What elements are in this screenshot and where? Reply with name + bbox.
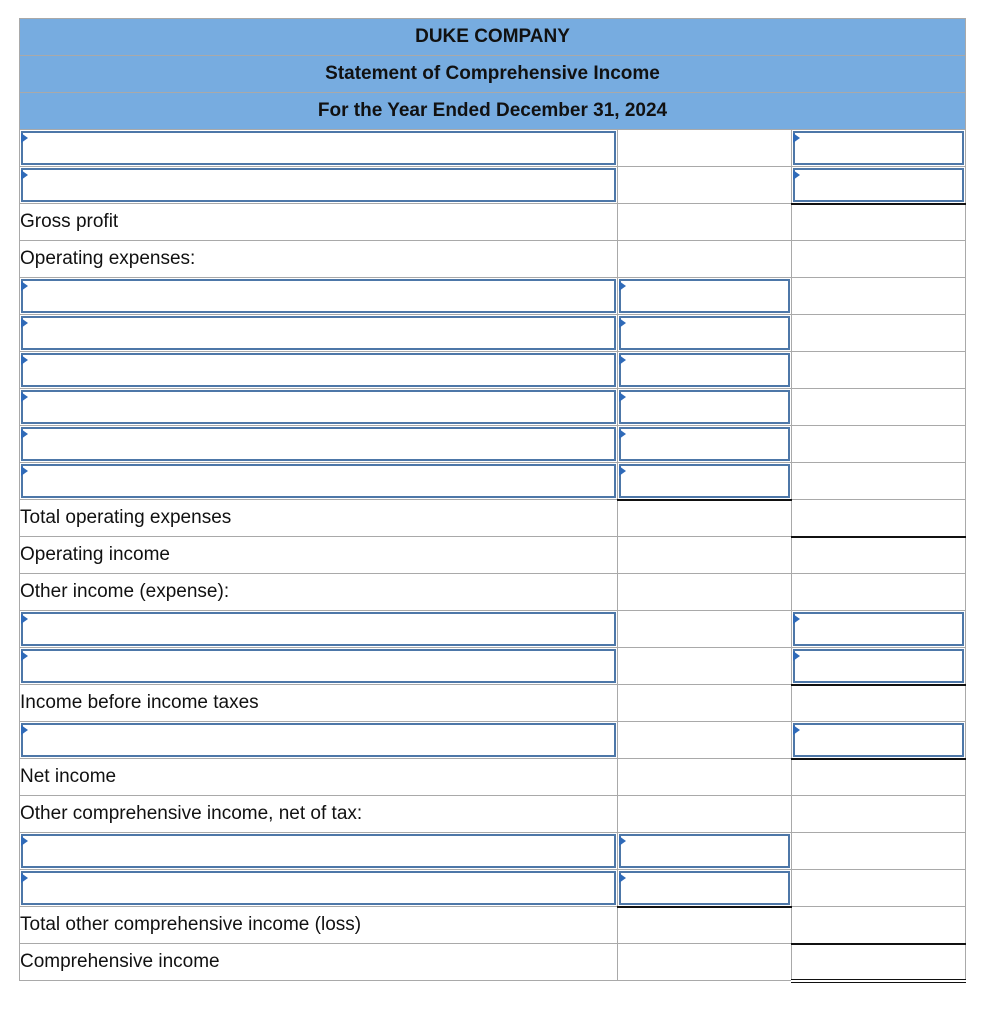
line-item-select[interactable] <box>21 834 616 868</box>
table-row <box>20 537 966 574</box>
empty-cell <box>792 278 966 315</box>
line-item-cell <box>20 278 618 315</box>
table-row <box>20 426 966 463</box>
amount-input[interactable] <box>793 649 964 683</box>
header-row-statement <box>20 56 966 93</box>
line-item-cell <box>20 833 618 870</box>
line-item-cell <box>20 130 618 167</box>
table-row <box>20 870 966 907</box>
line-item-select[interactable] <box>21 279 616 313</box>
empty-cell <box>618 685 792 722</box>
amount-cell <box>792 130 966 167</box>
header-row-period <box>20 93 966 130</box>
table-row <box>20 352 966 389</box>
table-row <box>20 574 966 611</box>
amount-input[interactable] <box>619 464 790 498</box>
operating-income-amount-cell <box>792 537 966 574</box>
amount-input[interactable] <box>793 131 964 165</box>
empty-cell <box>792 352 966 389</box>
comprehensive-income-label: Comprehensive income <box>20 944 618 981</box>
line-item-cell <box>20 167 618 204</box>
table-row <box>20 685 966 722</box>
comprehensive-income-amount-cell <box>792 944 966 981</box>
table-row <box>20 722 966 759</box>
net-income-label: Net income <box>20 759 618 796</box>
table-row <box>20 833 966 870</box>
table-row <box>20 463 966 500</box>
table-row <box>20 907 966 944</box>
operating-expenses-label: Operating expenses: <box>20 241 618 278</box>
amount-cell <box>792 648 966 685</box>
line-item-select[interactable] <box>21 612 616 646</box>
line-item-select[interactable] <box>21 871 616 905</box>
total-oci-amount-cell <box>792 907 966 944</box>
amount-input[interactable] <box>619 871 790 905</box>
line-item-select[interactable] <box>21 131 616 165</box>
operating-income-label: Operating income <box>20 537 618 574</box>
amount-cell <box>792 722 966 759</box>
table-row <box>20 944 966 981</box>
amount-cell <box>792 167 966 204</box>
amount-input[interactable] <box>619 353 790 387</box>
line-item-cell <box>20 722 618 759</box>
amount-input[interactable] <box>619 390 790 424</box>
empty-cell <box>618 241 792 278</box>
table-row <box>20 204 966 241</box>
empty-cell <box>618 500 792 537</box>
amount-cell <box>618 278 792 315</box>
empty-cell <box>792 315 966 352</box>
net-income-amount-cell <box>792 759 966 796</box>
amount-cell <box>618 870 792 907</box>
empty-cell <box>792 833 966 870</box>
line-item-cell <box>20 648 618 685</box>
empty-cell <box>618 648 792 685</box>
table-row <box>20 130 966 167</box>
total-operating-expenses-label: Total operating expenses <box>20 500 618 537</box>
amount-cell <box>618 352 792 389</box>
empty-cell <box>792 463 966 500</box>
table-row <box>20 389 966 426</box>
table-row <box>20 500 966 537</box>
line-item-select[interactable] <box>21 353 616 387</box>
income-before-taxes-label: Income before income taxes <box>20 685 618 722</box>
line-item-cell <box>20 463 618 500</box>
line-item-select[interactable] <box>21 168 616 202</box>
oci-net-of-tax-label: Other comprehensive income, net of tax: <box>20 796 618 833</box>
empty-cell <box>618 204 792 241</box>
table-row <box>20 759 966 796</box>
empty-cell <box>618 907 792 944</box>
amount-input[interactable] <box>793 612 964 646</box>
empty-cell <box>792 426 966 463</box>
line-item-cell <box>20 870 618 907</box>
company-name: DUKE COMPANY <box>20 19 966 56</box>
table-row <box>20 611 966 648</box>
amount-cell <box>618 426 792 463</box>
empty-cell <box>792 796 966 833</box>
empty-cell <box>618 759 792 796</box>
empty-cell <box>618 611 792 648</box>
line-item-select[interactable] <box>21 427 616 461</box>
empty-cell <box>618 537 792 574</box>
gross-profit-amount-cell <box>792 204 966 241</box>
total-operating-expenses-amount-cell <box>792 500 966 537</box>
empty-cell <box>618 722 792 759</box>
amount-cell <box>792 611 966 648</box>
amount-cell <box>618 389 792 426</box>
line-item-select[interactable] <box>21 723 616 757</box>
amount-input[interactable] <box>793 168 964 202</box>
income-before-taxes-amount-cell <box>792 685 966 722</box>
amount-input[interactable] <box>619 316 790 350</box>
line-item-select[interactable] <box>21 316 616 350</box>
line-item-cell <box>20 315 618 352</box>
table-row <box>20 796 966 833</box>
amount-input[interactable] <box>619 834 790 868</box>
income-statement-table <box>19 18 966 983</box>
line-item-select[interactable] <box>21 464 616 498</box>
empty-cell <box>792 389 966 426</box>
empty-cell <box>792 870 966 907</box>
line-item-cell <box>20 426 618 463</box>
line-item-select[interactable] <box>21 649 616 683</box>
line-item-cell <box>20 611 618 648</box>
amount-cell <box>618 315 792 352</box>
amount-input[interactable] <box>619 279 790 313</box>
amount-cell <box>618 833 792 870</box>
table-row <box>20 315 966 352</box>
line-item-select[interactable] <box>21 390 616 424</box>
statement-period: For the Year Ended December 31, 2024 <box>20 93 966 130</box>
empty-cell <box>618 796 792 833</box>
table-row <box>20 648 966 685</box>
line-item-cell <box>20 352 618 389</box>
empty-cell <box>618 167 792 204</box>
empty-cell <box>792 574 966 611</box>
empty-cell <box>792 241 966 278</box>
empty-cell <box>618 574 792 611</box>
other-income-expense-label: Other income (expense): <box>20 574 618 611</box>
amount-input[interactable] <box>619 427 790 461</box>
amount-cell <box>618 463 792 500</box>
amount-input[interactable] <box>793 723 964 757</box>
line-item-cell <box>20 389 618 426</box>
total-oci-label: Total other comprehensive income (loss) <box>20 907 618 944</box>
table-row <box>20 278 966 315</box>
empty-cell <box>618 944 792 981</box>
statement-title: Statement of Comprehensive Income <box>20 56 966 93</box>
gross-profit-label: Gross profit <box>20 204 618 241</box>
table-row <box>20 167 966 204</box>
empty-cell <box>618 130 792 167</box>
table-row <box>20 241 966 278</box>
header-row-company <box>20 19 966 56</box>
